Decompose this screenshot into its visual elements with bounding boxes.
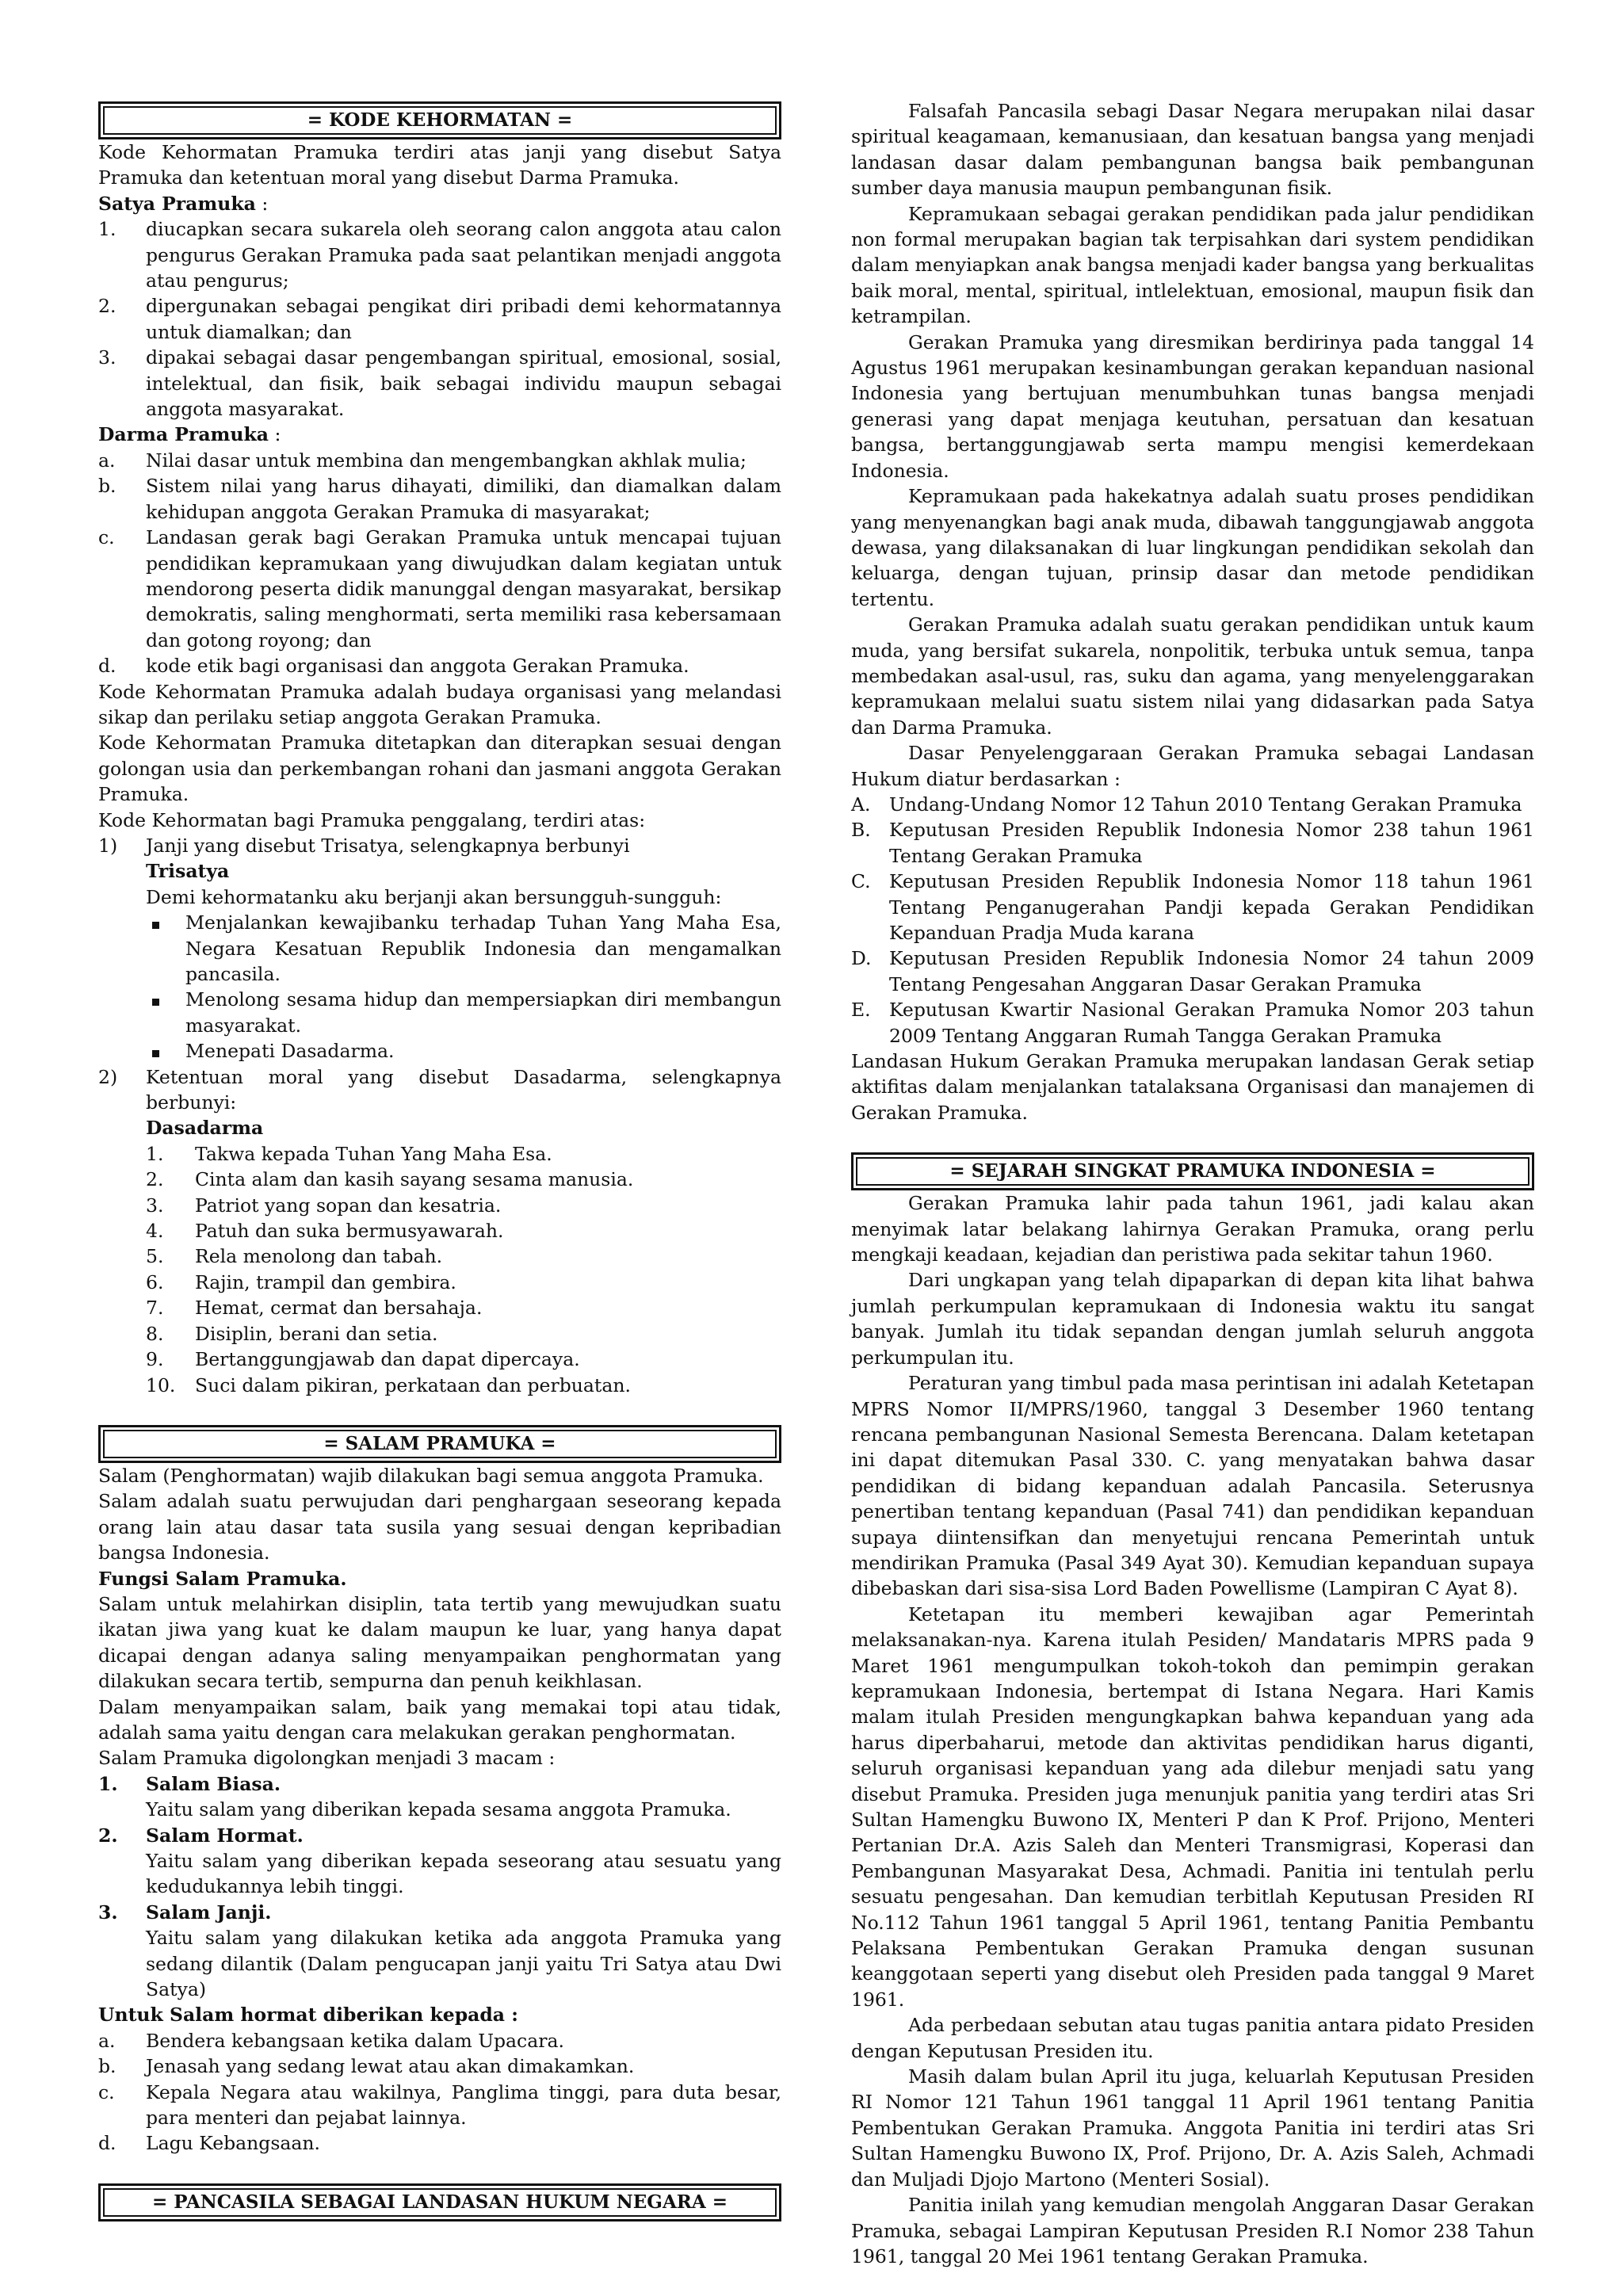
list-text: Undang-Undang Nomor 12 Tahun 2010 Tentang Gerakan Pramuka: [889, 793, 1522, 816]
list-text: dipakai sebagai dasar pengembangan spiritual, emosional, sosial, intelektual, dan fisik, baik sebagai individu maupun sebagai anggota masyarakat.: [146, 346, 781, 421]
list-marker: c.: [98, 526, 115, 549]
list-text: Keputusan Presiden Republik Indonesia Nomor 118 tahun 1961 Tentang Penganugerahan Pandji kepada Gerakan Pendidikan Kepanduan Pradja Muda karana: [889, 870, 1534, 944]
list-marker: 8.: [146, 1322, 164, 1345]
salam-type-item: [98, 1823, 781, 1900]
pancasila-paragraph: Landasan Hukum Gerakan Pramuka merupakan landasan Gerak setiap aktifitas dalam menjalankan tatalaksana Organisasi dan manajemen di Gerakan Pramuka.: [851, 1050, 1534, 1124]
bullet-item: [98, 987, 781, 1038]
list-item: [98, 1373, 781, 1398]
bullet-marker: [146, 910, 185, 987]
pancasila-paragraph: Kepramukaan pada hakekatnya adalah suatu proses pendidikan yang menyenangkan bagi anak muda, dibawah tanggungjawab anggota dewasa, yang dilaksanakan di luar lingkungan pendidikan sekolah dan keluarga, dengan tujuan, prinsip dasar dan metode pendidikan tertentu.: [851, 485, 1534, 610]
kode-paragraph: Kode Kehormatan bagi Pramuka penggalang, terdiri atas:: [98, 808, 646, 831]
list-item: [851, 792, 1534, 817]
list-text: Ketentuan moral yang disebut Dasadarma, selengkapnya berbunyi:: [146, 1065, 781, 1114]
list-text: diucapkan secara sukarela oleh seorang calon anggota atau calon pengurus Gerakan Pramuka pada saat pelantikan menjadi anggota atau pengurus;: [146, 218, 781, 292]
list-marker: 3.: [98, 346, 116, 369]
list-text: Patriot yang sopan dan kesatria.: [195, 1194, 502, 1217]
left-column: [98, 101, 781, 2222]
salam-type-item: [98, 1771, 781, 1823]
list-marker: 4.: [146, 1220, 164, 1243]
list-text: Suci dalam pikiran, perkataan dan perbuatan.: [195, 1373, 631, 1396]
sejarah-paragraph: Peraturan yang timbul pada masa perintisan ini adalah Ketetapan MPRS Nomor II/MPRS/1960, tanggal 3 Desember 1960 tentang rencana pembangunan Nasional Semesta Berencana. Dalam ketetapan ini dapat ditemukan Pasal 330. C. yang menyatakan bahwa dasar pendidikan di bidang kepanduan adalah Pancasila. Seterusnya penertiban tentang kepanduan (Pasal 741) dan pendidikan kepanduan supaya diintensifkan dan menyetujui rencana Pemerintah untuk mendirikan Pramuka (Pasal 349 Ayat 30). Kemudian kepanduan supaya dibebaskan dari sisa-sisa Lord Baden Powellisme (Lampiran C Ayat 8).: [851, 1372, 1534, 1600]
satya-colon: :: [255, 192, 269, 215]
list-marker: 5.: [146, 1245, 164, 1268]
list-item: [851, 946, 1534, 997]
square-bullet-icon: [152, 922, 159, 929]
list-marker: 2.: [98, 295, 116, 318]
satya-label: Satya Pramuka: [98, 192, 256, 215]
list-text: Hemat, cermat dan bersahaja.: [195, 1297, 483, 1320]
bullet-marker: [146, 1038, 185, 1064]
sejarah-paragraph: Ada perbedaan sebutan atau tugas panitia antara pidato Presiden dengan Keputusan Presiden itu.: [851, 2014, 1534, 2062]
salam-hormat-title: Untuk Salam hormat diberikan kepada :: [98, 2004, 518, 2027]
list-marker: 3.: [146, 1194, 164, 1217]
dasadarma-title: Dasadarma: [146, 1117, 264, 1140]
salam-paragraph: Salam adalah suatu perwujudan dari penghargaan seseorang kepada orang lain atau dasar tata susila yang sesuai dengan kepribadian bangsa Indonesia.: [98, 1490, 781, 1564]
list-marker: 9.: [146, 1348, 164, 1371]
list-text: Menepati Dasadarma.: [185, 1040, 395, 1063]
list-marker: 2): [98, 1065, 118, 1088]
square-bullet-icon: [152, 1050, 159, 1057]
list-marker: 2.: [98, 1824, 118, 1847]
list-text: Bertanggungjawab dan dapat dipercaya.: [195, 1348, 580, 1371]
salam-type-body: [146, 1823, 781, 1900]
list-text: Keputusan Presiden Republik Indonesia Nomor 24 tahun 2009 Tentang Pengesahan Anggaran Dasar Gerakan Pramuka: [889, 947, 1534, 995]
list-item: [98, 1321, 781, 1347]
list-marker: 6.: [146, 1270, 164, 1293]
sejarah-paragraph: Dari ungkapan yang telah dipaparkan di depan kita lihat bahwa jumlah perkumpulan kepramukaan di Indonesia waktu itu sangat banyak. Jumlah itu tidak sepandan dengan jumlah seluruh anggota perkumpulan itu.: [851, 1269, 1534, 1369]
list-marker: d.: [98, 655, 116, 678]
list-marker: b.: [98, 475, 116, 498]
list-item: [98, 1141, 781, 1167]
salam-types-list: [98, 1771, 781, 2003]
list-marker: 3.: [98, 1901, 118, 1924]
section-heading-salam-pramuka: = SALAM PRAMUKA =: [98, 1425, 781, 1463]
list-marker: 1.: [146, 1142, 164, 1165]
darma-colon: :: [269, 423, 281, 446]
list-item: [98, 1295, 781, 1320]
list-text: Rela menolong dan tabah.: [195, 1245, 443, 1268]
list-text: Keputusan Kwartir Nasional Gerakan Pramuka Nomor 203 tahun 2009 Tentang Anggaran Rumah Tangga Gerakan Pramuka: [889, 999, 1534, 1047]
darma-list: [98, 448, 781, 679]
list-text: kode etik bagi organisasi dan anggota Gerakan Pramuka.: [146, 655, 689, 678]
list-item: [98, 2080, 781, 2131]
list-item: [851, 869, 1534, 946]
sejarah-paragraph: Ketetapan itu memberi kewajiban agar Pemerintah melaksanakan-nya. Karena itulah Pesiden/ Mandataris MPRS pada 9 Maret 1961 mengumpulkan tokoh-tokoh dan pemimpin gerakan kepramukaan Indonesia, bertempat di Istana Negara. Hari Kamis malam itulah Presiden mengungkapkan bahwa kepanduan yang ada harus diperbaharui, metode dan aktivitas pendidikan harus diganti, seluruh organisasi kepanduan yang ada dilebur menjadi satu yang disebut Pramuka. Presiden juga menunjuk panitia yang terdiri atas Sri Sultan Hamengku Buwono IX, Menteri P dan K Prof. Prijono, Menteri Pertanian Dr.A. Azis Saleh dan Menteri Transmigrasi, Koperasi dan Pembangunan Masyarakat Desa, Achmadi. Panitia ini tentulah perlu sesuatu pengesahan. Dan kemudian terbitlah Keputusan Presiden RI No.112 Tahun 1961 tanggal 5 April 1961, tentang Panitia Pembantu Pelaksana Pembentukan Gerakan Pramuka dengan susunan keanggotaan seperti yang disebut oleh Presiden pada tanggal 9 Maret 1961.: [851, 1603, 1534, 2011]
salam-hormat-list: [98, 2028, 781, 2157]
list-text: Nilai dasar untuk membina dan mengembangkan akhlak mulia;: [146, 449, 747, 472]
law-list: [851, 792, 1534, 1049]
list-marker: 2.: [146, 1168, 164, 1191]
list-item: [98, 2053, 781, 2079]
list-marker: E.: [851, 999, 871, 1022]
salam-type-body: [146, 1771, 781, 1823]
list-item: [98, 1270, 781, 1295]
list-item: [98, 293, 781, 345]
dasadarma-item: [98, 1064, 781, 1116]
list-marker: d.: [98, 2132, 116, 2155]
salam-paragraph: Salam untuk melahirkan disiplin, tata tertib yang mewujudkan suatu ikatan jiwa yang kuat ke dalam maupun ke luar, yang hanya dapat dicapai dengan adanya saling menyampaikan penghormatan yang dilakukan secara tertib, sempurna dan penuh keikhlasan.: [98, 1592, 781, 1693]
salam-paragraph: Salam (Penghormatan) wajib dilakukan bagi semua anggota Pramuka.: [98, 1464, 764, 1487]
kode-paragraph: Kode Kehormatan Pramuka ditetapkan dan diterapkan sesuai dengan golongan usia dan perkembangan rohani dan jasmani anggota Gerakan Pramuka.: [98, 732, 781, 806]
section-heading-pancasila: = PANCASILA SEBAGAI LANDASAN HUKUM NEGARA =: [98, 2183, 781, 2222]
list-item: [98, 1244, 781, 1269]
list-item: [98, 345, 781, 422]
list-text: Sistem nilai yang harus dihayati, dimiliki, dan diamalkan dalam kehidupan anggota Gerakan Pramuka di masyarakat;: [146, 475, 781, 523]
list-item: [851, 997, 1534, 1049]
pancasila-paragraph: Dasar Penyelenggaraan Gerakan Pramuka sebagai Landasan Hukum diatur berdasarkan :: [851, 742, 1534, 790]
satya-heading: [98, 191, 781, 216]
salam-type-body: [146, 1900, 781, 2003]
list-text: Disiplin, berani dan setia.: [195, 1322, 438, 1345]
sejarah-paragraph: Masih dalam bulan April itu juga, keluarlah Keputusan Presiden RI Nomor 121 Tahun 1961 tanggal 11 April 1961 tentang Panitia Pembentukan Gerakan Pramuka. Anggota Panitia ini terdiri atas Sri Sultan Hamengku Buwono IX, Prof. Prijono, Dr. A. Azis Saleh, Achmadi dan Muljadi Djojo Martono (Menteri Sosial).: [851, 2065, 1534, 2191]
list-text: Jenasah yang sedang lewat atau akan dimakamkan.: [146, 2055, 635, 2078]
bullet-marker: [146, 987, 185, 1038]
list-text: Bendera kebangsaan ketika dalam Upacara.: [146, 2029, 564, 2052]
salam-type-desc: Yaitu salam yang diberikan kepada seseorang atau sesuatu yang kedudukannya lebih tinggi.: [146, 1850, 781, 1898]
salam-type-title: Salam Hormat.: [146, 1824, 304, 1847]
kode-paragraph: Kode Kehormatan Pramuka adalah budaya organisasi yang melandasi sikap dan perilaku setiap anggota Gerakan Pramuka.: [98, 680, 781, 728]
list-text: Lagu Kebangsaan.: [146, 2132, 321, 2155]
list-marker: 1.: [98, 218, 116, 241]
list-text: Menjalankan kewajibanku terhadap Tuhan Yang Maha Esa, Negara Kesatuan Republik Indonesia dan mengamalkan pancasila.: [185, 911, 781, 985]
salam-paragraph: Salam Pramuka digolongkan menjadi 3 macam :: [98, 1747, 556, 1770]
salam-type-title: Salam Biasa.: [146, 1772, 281, 1795]
list-item: [98, 216, 781, 293]
pancasila-paragraph: Gerakan Pramuka yang diresmikan berdirinya pada tanggal 14 Agustus 1961 merupakan kesinambungan gerakan kepanduan nasional Indonesia yang bertujuan menumbuhkan tunas bangsa menjadi generasi yang dapat menjaga keutuhan, persatuan dan kesatuan bangsa, bertanggungjawab serta mampu mengisi kemerdekaan Indonesia.: [851, 330, 1534, 482]
list-item: [98, 473, 781, 525]
list-text: Patuh dan suka bermusyawarah.: [195, 1220, 504, 1243]
list-item: [98, 2130, 781, 2156]
fungsi-salam-title: Fungsi Salam Pramuka.: [98, 1567, 347, 1590]
trisatya-item: [98, 833, 781, 858]
pancasila-paragraph: Falsafah Pancasila sebagi Dasar Negara merupakan nilai dasar spiritual keagamaan, kemanusiaan, dan kesatuan bangsa yang menjadi landasan dasar dalam pembangunan bangsa baik pembangunan sumber daya manusia maupun pembangunan fisik.: [851, 100, 1534, 200]
list-item: [98, 1218, 781, 1244]
list-marker: a.: [98, 2029, 116, 2052]
darma-label: Darma Pramuka: [98, 423, 269, 446]
sejarah-paragraph: Gerakan Pramuka lahir pada tahun 1961, jadi kalau akan menyimak latar belakang lahirnya Gerakan Pramuka, orang perlu mengkaji keadaan, kejadian dan peristiwa pada sekitar tahun 1960.: [851, 1192, 1534, 1266]
right-column: [851, 98, 1534, 2269]
trisatya-intro: Demi kehormatanku aku berjanji akan bersungguh-sungguh:: [146, 885, 722, 908]
trisatya-list: [98, 910, 781, 1064]
square-bullet-icon: [152, 999, 159, 1006]
list-marker: b.: [98, 2055, 116, 2078]
list-text: Kepala Negara atau wakilnya, Panglima tinggi, para duta besar, para menteri dan pejabat lainnya.: [146, 2080, 781, 2130]
sejarah-paragraph: Panitia inilah yang kemudian mengolah Anggaran Dasar Gerakan Pramuka, sebagai Lampiran Keputusan Presiden R.I Nomor 238 Tahun 1961, tanggal 20 Mei 1961 tentang Gerakan Pramuka.: [851, 2194, 1534, 2267]
sejarah-paragraphs: [851, 1190, 1534, 2269]
bullet-item: [98, 910, 781, 987]
list-text: Menolong sesama hidup dan mempersiapkan diri membangun masyarakat.: [185, 988, 781, 1037]
list-text: Cinta alam dan kasih sayang sesama manusia.: [195, 1168, 634, 1191]
salam-type-title: Salam Janji.: [146, 1901, 272, 1924]
list-marker: D.: [851, 947, 872, 970]
pancasila-paragraph: Kepramukaan sebagai gerakan pendidikan pada jalur pendidikan non formal merupakan bagian tak terpisahkan dari system pendidikan dalam menyiapkan anak bangsa menjadi kader bangsa yang berkualitas baik moral, mental, spiritual, intlelektuan, emosional, maupun fisik dan ketrampilan.: [851, 202, 1534, 328]
bullet-item: [98, 1038, 781, 1064]
pancasila-paragraph: Gerakan Pramuka adalah suatu gerakan pendidikan untuk kaum muda, yang bersifat sukarela, nonpolitik, terbuka untuk semua, tanpa membedakan asal-usul, ras, suku dan agama, yang menyelenggarakan kepramukaan melalui suatu sistem nilai yang didasarkan pada Satya dan Darma Pramuka.: [851, 613, 1534, 739]
list-marker: 10.: [146, 1373, 176, 1396]
salam-type-desc: Yaitu salam yang diberikan kepada sesama anggota Pramuka.: [146, 1798, 731, 1821]
list-marker: a.: [98, 449, 116, 472]
list-text: Landasan gerak bagi Gerakan Pramuka untuk mencapai tujuan pendidikan kepramukaan yang diwujudkan dalam kegiatan untuk mendorong peserta didik manunggal dengan masyarakat, bersikap demokratis, saling menghormati, serta memiliki rasa kebersamaan dan gotong royong; dan: [146, 526, 781, 651]
satya-list: [98, 216, 781, 422]
salam-paragraph: Dalam menyampaikan salam, baik yang memakai topi atau tidak, adalah sama yaitu dengan cara melakukan gerakan penghormatan.: [98, 1695, 781, 1744]
list-marker: B.: [851, 819, 871, 842]
list-item: [98, 2028, 781, 2053]
trisatya-title: Trisatya: [146, 860, 230, 883]
list-item: [98, 1193, 781, 1218]
section-heading-kode-kehormatan: = KODE KEHORMATAN =: [98, 101, 781, 139]
list-item: [851, 817, 1534, 869]
list-item: [98, 448, 781, 473]
list-text: Janji yang disebut Trisatya, selengkapnya berbunyi: [146, 834, 630, 857]
kode-intro: Kode Kehormatan Pramuka terdiri atas janji yang disebut Satya Pramuka dan ketentuan moral yang disebut Darma Pramuka.: [98, 141, 781, 189]
list-marker: 1): [98, 834, 118, 857]
list-marker: 1.: [98, 1772, 118, 1795]
list-item: [98, 1167, 781, 1192]
list-text: dipergunakan sebagai pengikat diri pribadi demi kehormatannya untuk diamalkan; dan: [146, 295, 781, 343]
list-item: [98, 653, 781, 678]
list-text: Takwa kepada Tuhan Yang Maha Esa.: [195, 1142, 552, 1165]
list-marker: 7.: [146, 1297, 164, 1320]
list-item: [98, 1347, 781, 1372]
list-text: Rajin, trampil dan gembira.: [195, 1270, 456, 1293]
darma-heading: [98, 422, 781, 447]
section-heading-sejarah: = SEJARAH SINGKAT PRAMUKA INDONESIA =: [851, 1152, 1534, 1190]
dasadarma-list: [98, 1141, 781, 1398]
list-marker: A.: [851, 793, 871, 816]
salam-type-item: [98, 1900, 781, 2003]
list-marker: c.: [98, 2080, 115, 2103]
list-marker: C.: [851, 870, 871, 893]
list-text: Keputusan Presiden Republik Indonesia Nomor 238 tahun 1961 Tentang Gerakan Pramuka: [889, 819, 1534, 867]
list-item: [98, 525, 781, 653]
salam-type-desc: Yaitu salam yang dilakukan ketika ada anggota Pramuka yang sedang dilantik (Dalam pengucapan janji yaitu Tri Satya atau Dwi Satya): [146, 1927, 781, 2001]
